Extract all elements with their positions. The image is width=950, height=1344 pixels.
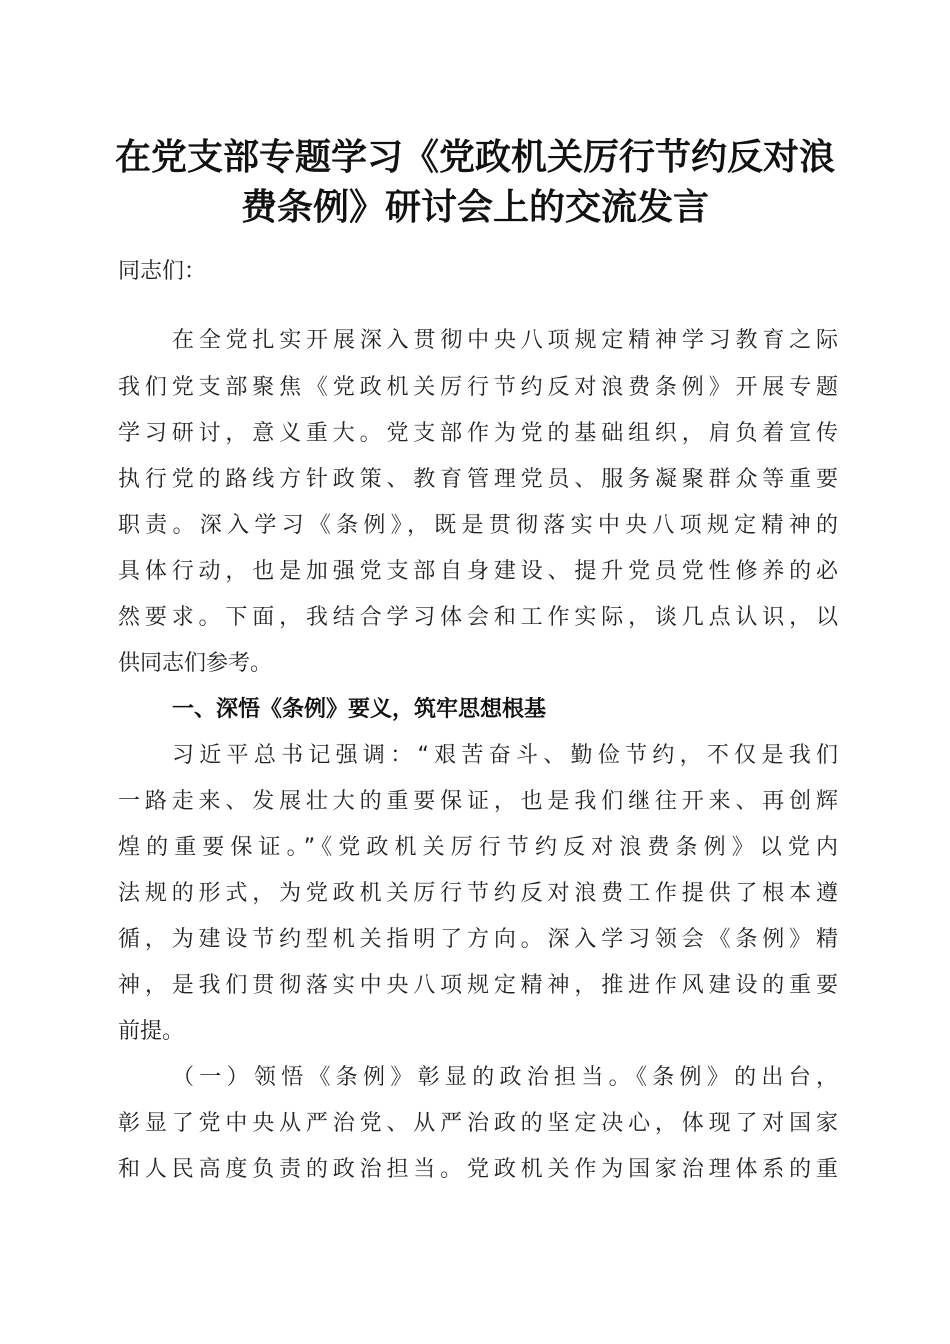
section-heading: 一、深悟《条例》要义，筑牢思想根基 [172,697,547,722]
paragraph-line: 在全党扎实开展深入贯彻中央八项规定精神学习教育之际 [172,328,838,353]
paragraph-line: 和人民高度负责的政治担当。党政机关作为国家治理体系的重 [118,1157,838,1182]
paragraph-line: 职责。深入学习《条例》，既是贯彻落实中央八项规定精神的 [118,513,838,538]
paragraph-line: 学习研讨，意义重大。党支部作为党的基础组织，肩负着宣传 [118,421,838,446]
title-line-2: 费条例》研讨会上的交流发言 [240,186,709,228]
paragraph-line: 煌的重要保证。”《党政机关厉行节约反对浪费条例》以党内 [118,835,838,860]
paragraph-line: 供同志们参考。 [118,651,273,676]
paragraph-line: 我们党支部聚焦《党政机关厉行节约反对浪费条例》开展专题 [118,375,838,400]
paragraph-line: 法规的形式，为党政机关厉行节约反对浪费工作提供了根本遵 [118,881,838,906]
title-line-1: 在党支部专题学习《党政机关厉行节约反对浪 [114,136,835,178]
salutation: 同志们： [118,259,207,284]
document-title [100,132,850,232]
paragraph-line: 执行党的路线方针政策、教育管理党员、服务凝聚群众等重要 [118,467,838,492]
paragraph-line: 循，为建设节约型机关指明了方向。深入学习领会《条例》精 [118,927,838,952]
paragraph-line: 习近平总书记强调：“艰苦奋斗、勤俭节约，不仅是我们 [172,743,838,768]
subsection-line: （一）领悟《条例》彰显的政治担当。《条例》的出台， [172,1065,838,1090]
paragraph-line: 神，是我们贯彻落实中央八项规定精神，推进作风建设的重要 [118,973,838,998]
paragraph-line: 前提。 [118,1019,185,1044]
paragraph-line: 然要求。下面，我结合学习体会和工作实际，谈几点认识，以 [118,605,838,630]
paragraph-line: 彰显了党中央从严治党、从严治政的坚定决心，体现了对国家 [118,1111,838,1136]
paragraph-line: 一路走来、发展壮大的重要保证，也是我们继往开来、再创辉 [118,789,838,814]
paragraph-line: 具体行动，也是加强党支部自身建设、提升党员党性修养的必 [118,559,838,584]
